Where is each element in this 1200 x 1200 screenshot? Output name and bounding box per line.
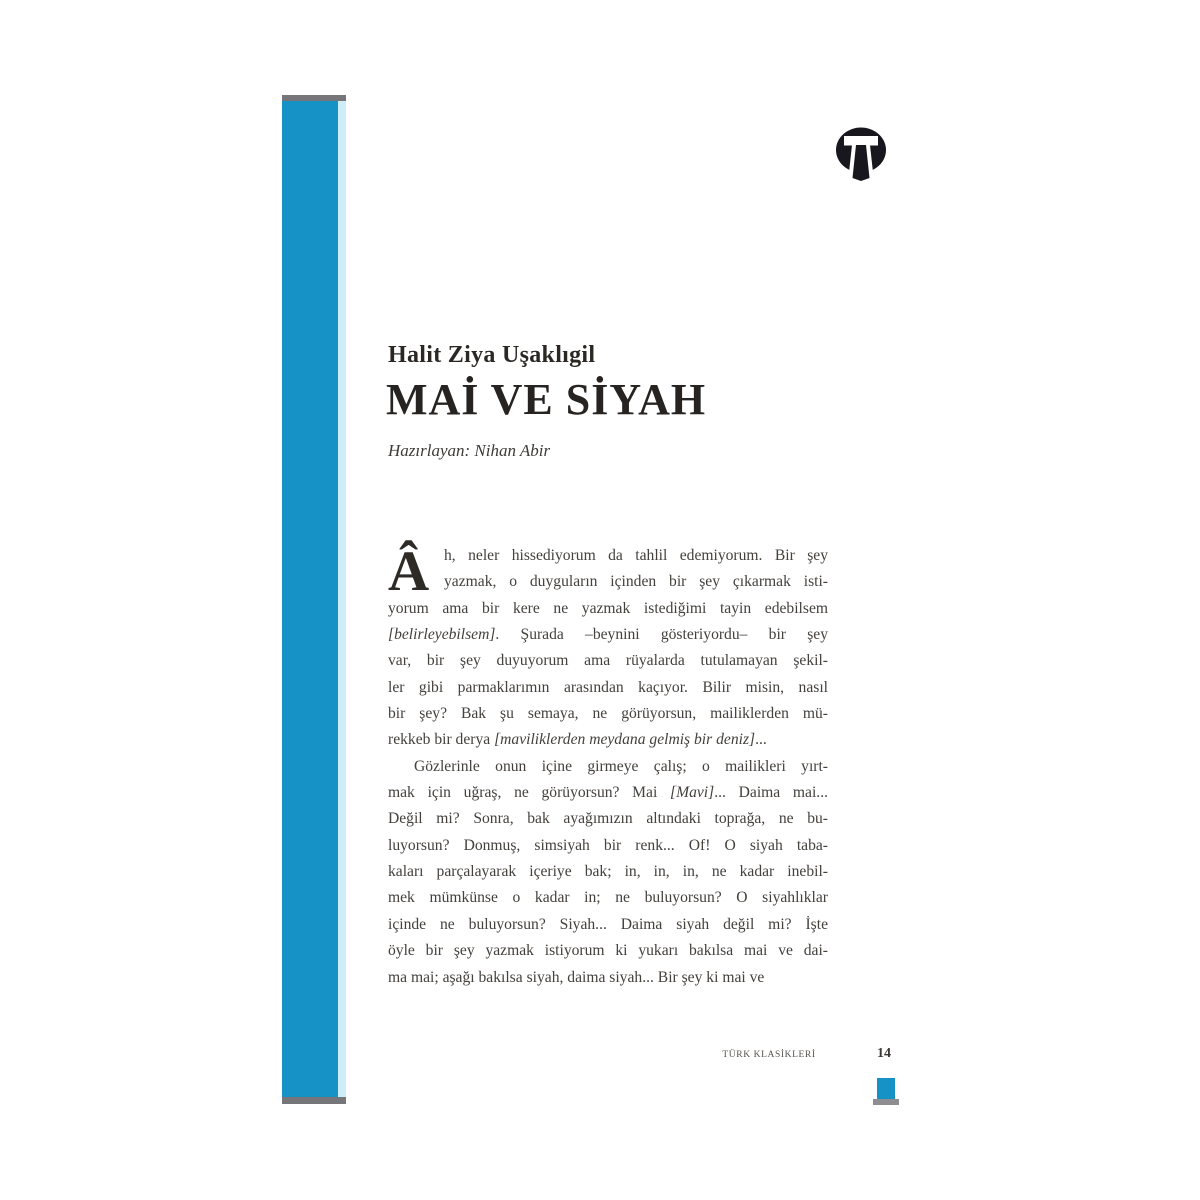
text-line: kaları parçalayarak içeriye bak; in, in, in, ne kadar inebil-	[388, 863, 828, 881]
blue-page-marker	[877, 1078, 895, 1099]
text-line: bir şey? Bak şu semaya, ne görüyorsun, mailiklerden mü-	[388, 705, 828, 723]
text-line: [belirleyebilsem]. Şurada –beynini gösteriyordu– bir şey	[388, 626, 828, 644]
page-marker-edge	[873, 1099, 899, 1105]
text-line: h, neler hissediyorum da tahlil edemiyorum. Bir şey	[444, 547, 828, 564]
text-line: Değil mi? Sonra, bak ayağımızın altındaki toprağa, ne bu-	[388, 810, 828, 828]
blue-spine-stripe	[282, 101, 338, 1097]
text-line: Gözlerinle onun içine girmeye çalış; o mailikleri yırt-	[414, 757, 828, 775]
text-line: luyorsun? Donmuş, simsiyah bir renk... Of! O siyah taba-	[388, 836, 828, 854]
editor-credit: Hazırlayan: Nihan Abir	[388, 441, 551, 460]
author-name: Halit Ziya Uşaklıgil	[388, 342, 596, 368]
series-label: TÜRK KLASİKLERİ	[722, 1050, 816, 1060]
text-line: yorum ama bir kere ne yazmak istediğimi tayin edebilsem	[388, 599, 828, 617]
drop-cap: Â	[388, 540, 430, 603]
text-line: ma mai; aşağı bakılsa siyah, daima siyah... Bir şey ki mai ve	[388, 968, 765, 986]
text-line: rekkeb bir derya [maviliklerden meydana gelmiş bir deniz]...	[388, 731, 767, 749]
book-title: MAİ VE SİYAH	[386, 375, 707, 424]
text-line: yazmak, o duyguların içinden bir şey çıkarmak isti-	[444, 573, 828, 591]
page-edge-bottom	[282, 1097, 346, 1104]
stripe-highlight-edge	[338, 101, 346, 1097]
text-line: mak için uğraş, ne görüyorsun? Mai [Mavi]... Daima mai...	[388, 784, 828, 802]
text-line: öyle bir şey yazmak istiyorum ki yukarı bakılsa mai ve dai-	[388, 942, 828, 960]
publisher-t-logo-icon	[835, 127, 887, 185]
text-line: içinde ne buluyorsun? Siyah... Daima siyah değil mi? İşte	[388, 915, 828, 933]
text-line: mek mümkünse o kadar in; ne buluyorsun? O siyahlıklar	[388, 889, 828, 907]
page-number: 14	[877, 1046, 891, 1061]
text-line: ler gibi parmaklarımın arasından kaçıyor. Bilir misin, nasıl	[388, 678, 828, 696]
body-text	[388, 540, 828, 995]
text-line: var, bir şey duyuyorum ama rüyalarda tutulamayan şekil-	[388, 652, 828, 670]
